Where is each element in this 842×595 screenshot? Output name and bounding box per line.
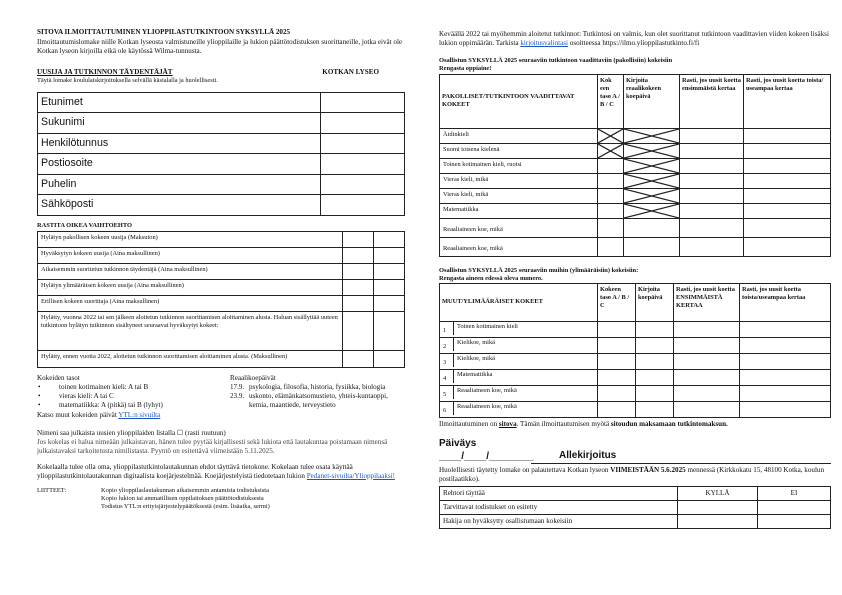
subject-name: Äidinkieli (440, 128, 598, 143)
signature-field[interactable]: Allekirjoitus (531, 450, 831, 464)
mandatory-col-header: PAKOLLISET/TUTKINTOON VAADITTAVAT KOKEET (440, 74, 598, 128)
right-intro (439, 30, 831, 48)
rector-row (440, 514, 831, 528)
person-field-label: Sukunimi (38, 113, 321, 134)
fill-note: Täytä lomake koululaiskirjoituksella selvällä käsialalla ja huolellisesti. (37, 77, 218, 85)
mandatory-cell[interactable] (680, 173, 744, 188)
extra-cell[interactable] (674, 401, 740, 417)
rector-label: Rehtori täyttää (440, 486, 678, 500)
mandatory-cell[interactable] (744, 237, 831, 256)
option-row (38, 264, 405, 280)
extra-cell[interactable] (674, 385, 740, 401)
mandatory-cell (598, 128, 624, 143)
mandatory-cell (624, 143, 680, 158)
pedanet-link[interactable]: Pedanet-sivuilta/Ylioppilaaksi! (306, 471, 395, 480)
extra-number[interactable]: 6 (440, 402, 454, 415)
extra-subject (440, 337, 598, 353)
section-title: UUSIJA JA TUTKINNON TÄYDENTÄJÄT (37, 68, 173, 77)
rules-block (37, 463, 405, 481)
extra-table (439, 283, 831, 418)
left-column (37, 28, 405, 512)
attachment-item: Kopio lukion tai ammatillisen oppilaitoksen päättötodistuksesta (101, 495, 264, 503)
mandatory-sub: Rengasta oppiaine! (439, 65, 492, 73)
mandatory-cell[interactable] (598, 173, 624, 188)
person-row (38, 92, 405, 113)
mandatory-cell[interactable] (598, 218, 624, 237)
mandatory-cell[interactable] (598, 158, 624, 173)
extra-subject-inner (440, 386, 597, 399)
extra-cell[interactable] (674, 353, 740, 369)
person-row (38, 154, 405, 175)
ytl-link[interactable]: YTL:n sivuilta (118, 410, 161, 419)
attachments-label: LIITTEET: (37, 487, 67, 495)
person-field-input[interactable] (321, 113, 405, 134)
cross-out-icon (624, 144, 679, 158)
mandatory-cell[interactable] (598, 188, 624, 203)
mandatory-heading: Osallistun SYKSYLLÄ 2025 seuraaviin tutkintoon vaadittaviin (pakollisiin) kokeisiin (439, 57, 673, 65)
extra-cell[interactable] (598, 353, 636, 369)
levels-title: Kokeiden tasot (37, 374, 80, 383)
person-row (38, 174, 405, 195)
extra-cell[interactable] (636, 321, 674, 337)
level-text: vieras kieli: A tai C (59, 392, 114, 401)
extra-col-header: Rasti, jos uusit koetta toista/useampaa kertaa (740, 283, 831, 321)
extra-name: Matematiikka (457, 370, 493, 378)
mandatory-cell (624, 188, 680, 203)
extra-col-header: Kirjoita koepäivä (636, 283, 674, 321)
date-value: 17.9. (230, 383, 245, 392)
extra-subject-inner (440, 354, 597, 367)
extra-cell[interactable] (636, 385, 674, 401)
mandatory-cell[interactable] (744, 173, 831, 188)
return-prefix: Huolellisesti täytetty lomake on palautettava Kotkan lyseon (439, 465, 609, 474)
person-row (38, 133, 405, 154)
rector-table (439, 486, 831, 529)
mandatory-col-header: Kok een taso A / B / C (598, 74, 624, 128)
form-title: SITOVA ILMOITTAUTUMINEN YLIOPPILASTUTKINTOON SYKSYLLÄ 2025 (37, 28, 291, 36)
rector-no[interactable] (758, 500, 831, 514)
extra-cell[interactable] (740, 401, 831, 417)
mandatory-cell[interactable] (744, 158, 831, 173)
extra-col-header: Rasti, jos uusit koetta ENSIMMÄISTÄ KERTAA (674, 283, 740, 321)
mandatory-cell[interactable] (624, 237, 680, 256)
mandatory-cell (624, 128, 680, 143)
cross-out-icon (624, 159, 679, 173)
cross-out-icon (624, 204, 679, 218)
person-field-input[interactable] (321, 174, 405, 195)
rules-text: Kokelaalla tulee olla oma, ylioppilastutkintolautakunnan ehdot täyttävä tietokone. Kokelaan tulee osata käyttää ylioppilastutkintolautakunnan digitaalista koejärjestelmää. Koejärjestelyistä tiedotetaan lukion (37, 462, 353, 480)
mandatory-cell (624, 158, 680, 173)
extra-number[interactable]: 3 (440, 354, 454, 367)
mandatory-row (440, 188, 831, 203)
extra-row (440, 321, 831, 337)
option-label: Hylätyn ylimääräisen kokeen uusija (Aina maksullinen) (38, 280, 343, 296)
mandatory-cell (624, 173, 680, 188)
cross-out-icon (598, 144, 623, 158)
extra-cell[interactable] (598, 401, 636, 417)
level-item (37, 401, 230, 410)
extra-cell[interactable] (740, 337, 831, 353)
dates-list (230, 374, 405, 419)
option-checkbox-2[interactable] (374, 248, 405, 264)
cross-out-icon (598, 129, 623, 143)
extra-subject (440, 321, 598, 337)
rector-label: Hakija on hyväksytty osallistumaan kokeisiin (440, 514, 678, 528)
extra-cell[interactable] (740, 369, 831, 385)
extra-cell[interactable] (636, 401, 674, 417)
extra-cell[interactable] (674, 337, 740, 353)
return-deadline: VIIMEISTÄÄN 5.6.2025 (610, 465, 686, 474)
option-checkbox-2[interactable] (374, 232, 405, 248)
extra-cell[interactable] (740, 353, 831, 369)
kirjoitusvalinta-link[interactable]: kirjoitusvalintasi (520, 39, 569, 48)
extra-subject (440, 385, 598, 401)
right-intro-text: Keväällä 2022 tai myöhemmin aloitetut tutkinnot: Tutkintosi on valmis, kun olet suorittanut tutkintoon vaadittavien viiden kokeen lisäksi lukion oppimäärän. Tarkista (439, 30, 829, 48)
extra-number[interactable]: 4 (440, 370, 454, 383)
binding-bold: sitoudun maksamaan tutkintomaksun. (610, 419, 728, 428)
rector-no[interactable] (758, 514, 831, 528)
extra-cell[interactable] (598, 321, 636, 337)
rector-yes: KYLLÄ (678, 486, 758, 500)
mandatory-row (440, 158, 831, 173)
mandatory-cell[interactable] (598, 203, 624, 218)
mandatory-row (440, 128, 831, 143)
option-row (38, 296, 405, 312)
option-label: Aikaisemmin suoritetun tutkinnon täydentäjä (Aina maksullinen) (38, 264, 343, 280)
binding-note (439, 420, 831, 429)
extra-name: Reaaliaineen koe, mikä (457, 402, 517, 410)
mandatory-cell[interactable] (598, 237, 624, 256)
bullet-icon: • (38, 383, 41, 392)
extra-row (440, 401, 831, 417)
options-heading: RASTITA OIKEA VAIHTOEHTO (37, 222, 132, 230)
binding-prefix: Ilmoittautuminen on (439, 419, 498, 428)
mandatory-row (440, 237, 831, 256)
level-text: matematiikka: A (pitkä) tai B (lyhyt) (59, 401, 163, 410)
option-row (38, 280, 405, 296)
levels-dates-block (37, 374, 405, 419)
option-checkbox-2[interactable] (374, 351, 405, 368)
mandatory-cell[interactable] (680, 218, 744, 237)
extra-subject (440, 401, 598, 417)
section-header (37, 68, 405, 77)
extra-cell[interactable] (636, 337, 674, 353)
extra-cell[interactable] (598, 385, 636, 401)
extra-cell[interactable] (674, 369, 740, 385)
mandatory-table (439, 74, 831, 257)
mandatory-row (440, 173, 831, 188)
personal-info-table (37, 92, 405, 217)
extra-cell[interactable] (674, 321, 740, 337)
extra-cell[interactable] (636, 369, 674, 385)
level-item (37, 383, 230, 392)
person-field-input[interactable] (321, 92, 405, 113)
extra-cell[interactable] (740, 321, 831, 337)
mandatory-cell (624, 203, 680, 218)
rector-label: Tarvittavat todistukset on esitetty (440, 500, 678, 514)
attachment-item: Todistus YTL:n erityisjärjestelypäätöksestä (esim. lisäaika, sermi) (101, 503, 270, 511)
extra-cell[interactable] (740, 385, 831, 401)
person-field-label: Puhelin (38, 174, 321, 195)
extra-number[interactable]: 2 (440, 338, 454, 351)
extra-row (440, 353, 831, 369)
mandatory-row (440, 143, 831, 158)
levels-list (37, 374, 230, 419)
person-field-label: Postiosoite (38, 154, 321, 175)
subject-name: Matematiikka (440, 203, 598, 218)
extra-subject-inner (440, 338, 597, 351)
mandatory-cell[interactable] (680, 143, 744, 158)
extra-name: Kielikoe, mikä (457, 354, 495, 362)
mandatory-cell[interactable] (680, 203, 744, 218)
option-label: Hylätyn pakollisen kokeen uusija (Maksuton) (38, 232, 343, 248)
rector-yes[interactable] (678, 500, 758, 514)
option-label: Erillisen kokeen suorittaja (Aina maksullinen) (38, 296, 343, 312)
option-checkbox[interactable] (343, 232, 374, 248)
mandatory-cell[interactable] (680, 188, 744, 203)
option-row (38, 312, 405, 351)
person-field-label: Etunimet (38, 92, 321, 113)
option-label: Hylätty, vuonna 2022 tai sen jälkeen aloitetun tutkinnon suorittamisen aloittaminen alusta. Haluan sisällyttää uuteen tutkintoon hylätyn tutkinnon sisältyneet seuraavat hyväksytyt kokeet: (38, 312, 343, 351)
option-row (38, 248, 405, 264)
extra-cell[interactable] (636, 353, 674, 369)
subject-name: Vieras kieli, mikä (440, 173, 598, 188)
subject-name: Toinen kotimainen kieli, ruotsi (440, 158, 598, 173)
rector-row (440, 486, 831, 500)
date-value: 23.9. (230, 392, 245, 401)
intro-text: Ilmoittautumislomake niille Kotkan lyseosta valmistuneille ylioppilaille ja lukion päättötodistuksen suorittaneille, jotka eivät ole Kotkan lyseon kirjoilla eikä ole käytössä Wilma-tunnusta. (37, 38, 403, 56)
person-field-input[interactable] (321, 195, 405, 216)
extra-name: Kielikoe, mikä (457, 338, 495, 346)
bullet-icon: • (38, 401, 41, 410)
date-field[interactable]: Päiväys ____/____/________ (439, 437, 534, 462)
option-row (38, 232, 405, 248)
option-label: Hyväksytyn kokeen uusija (Aina maksullinen) (38, 248, 343, 264)
mandatory-cell[interactable] (624, 218, 680, 237)
cross-out-icon (624, 174, 679, 188)
extra-cell[interactable] (598, 337, 636, 353)
level-item (37, 392, 230, 401)
extra-name: Toinen kotimainen kieli (457, 322, 518, 330)
date-item (230, 392, 405, 410)
return-note (439, 466, 831, 484)
mandatory-row (440, 203, 831, 218)
subject-name: Suomi toisena kielenä (440, 143, 598, 158)
bullet-icon: • (38, 392, 41, 401)
school-name: KOTKAN LYSEO (322, 68, 379, 77)
levels-more-text: Katso muut kokeiden päivät (37, 410, 117, 419)
rector-no: EI (758, 486, 831, 500)
extra-row (440, 385, 831, 401)
rector-yes[interactable] (678, 514, 758, 528)
mandatory-row (440, 218, 831, 237)
person-field-label: Henkilötunnus (38, 133, 321, 154)
option-row (38, 351, 405, 368)
extra-name: Reaaliaineen koe, mikä (457, 386, 517, 394)
mandatory-cell[interactable] (744, 218, 831, 237)
mandatory-col-header: Kirjoita reaalikokeen koepäivä (624, 74, 680, 128)
person-field-label: Sähköposti (38, 195, 321, 216)
subject-name: Vieras kieli, mikä (440, 188, 598, 203)
signature-row (439, 438, 831, 464)
attachment-item: Kopio ylioppilaslautakunnan aikaisemmin antamista todistuksista (101, 487, 269, 495)
subject-name: Reaaliaineen koe, mikä (440, 218, 598, 237)
mandatory-cell[interactable] (680, 158, 744, 173)
level-text: toinen kotimainen kieli: A tai B (59, 383, 149, 392)
mandatory-cell[interactable] (744, 188, 831, 203)
extra-subject-inner (440, 370, 597, 383)
option-checkbox-2[interactable] (374, 312, 405, 351)
option-checkbox[interactable] (343, 296, 374, 312)
option-checkbox-2[interactable] (374, 264, 405, 280)
binding-word: sitova (498, 419, 517, 428)
extra-col-header: MUUT/YLIMÄÄRÄISET KOKEET (440, 283, 598, 321)
return-suffix: mennessä (Kirkkokatu 15, 48100 Kotka, koulun postilaatikko). (439, 465, 825, 483)
option-checkbox[interactable] (343, 351, 374, 368)
extra-subject (440, 353, 598, 369)
option-checkbox-2[interactable] (374, 296, 405, 312)
attachments-block (37, 487, 405, 512)
extra-subject-inner (440, 322, 597, 335)
option-checkbox[interactable] (343, 264, 374, 280)
binding-mid: . Tämän ilmoittautumisen myötä (516, 419, 610, 428)
options-table (37, 231, 405, 368)
person-field-input[interactable] (321, 154, 405, 175)
person-row (38, 113, 405, 134)
option-checkbox[interactable] (343, 248, 374, 264)
extra-number[interactable]: 1 (440, 322, 454, 335)
person-row (38, 195, 405, 216)
rector-row (440, 500, 831, 514)
right-column (439, 30, 831, 529)
mandatory-cell[interactable] (744, 203, 831, 218)
publish-note: Jos kokelas ei halua nimeään julkaistavan, hänen tulee pyytää kirjallisesti sekä lukiota että lautakuntaa poistamaan nimensä julkaistavaksi tarkoitetusta nimilistasta. Pyyntö on esitettävä viimeistään 5.11.2025. (37, 437, 388, 455)
extra-cell[interactable] (598, 369, 636, 385)
extra-subject-inner (440, 402, 597, 415)
publish-title: Nimeni saa julkaista uusien ylioppilaiden listalla ☐ (rasti ruutuun) (37, 428, 226, 437)
extra-row (440, 369, 831, 385)
option-checkbox[interactable] (343, 280, 374, 296)
mandatory-cell[interactable] (680, 128, 744, 143)
cross-out-icon (624, 189, 679, 203)
option-checkbox[interactable] (343, 312, 374, 351)
mandatory-cell (598, 143, 624, 158)
mandatory-cell[interactable] (680, 237, 744, 256)
extra-sub: Rengasta aineen edessä oleva numero. (439, 274, 543, 282)
extra-heading: Osallistun SYKSYLLÄ 2025 seuraaviin muihin (ylimääräisiin) kokeisiin: (439, 266, 639, 274)
option-checkbox-2[interactable] (374, 280, 405, 296)
person-field-input[interactable] (321, 133, 405, 154)
option-label: Hylätty, ennen vuotta 2022, aloitetun tutkinnon suorittamisen aloittaminen alusta. (Maksullinen) (38, 351, 343, 368)
date-item (230, 383, 405, 392)
mandatory-cell[interactable] (744, 143, 831, 158)
mandatory-col-header: Rasti, jos uusit koetta ensimmäistä kertaa (680, 74, 744, 128)
date-subjects: psykologia, filosofia, historia, fysiikka, biologia (249, 383, 386, 392)
extra-number[interactable]: 5 (440, 386, 454, 399)
mandatory-col-header: Rasti, jos uusit koetta toista/ useampaa kertaa (744, 74, 831, 128)
extra-row (440, 337, 831, 353)
extra-col-header: Kokeen taso A / B / C (598, 283, 636, 321)
cross-out-icon (624, 129, 679, 143)
dates-title: Reaalikoepäivät (230, 374, 276, 383)
mandatory-cell[interactable] (744, 128, 831, 143)
subject-name: Reaaliaineen koe, mikä (440, 237, 598, 256)
date-subjects: uskonto, elämänkatsomustieto, yhteis-kuntaoppi, kemia, maantiede, terveystieto (249, 392, 388, 410)
extra-subject (440, 369, 598, 385)
right-intro-end: osoitteessa https://ilmo.ylioppilastutkinto.fi/fi (569, 39, 700, 48)
